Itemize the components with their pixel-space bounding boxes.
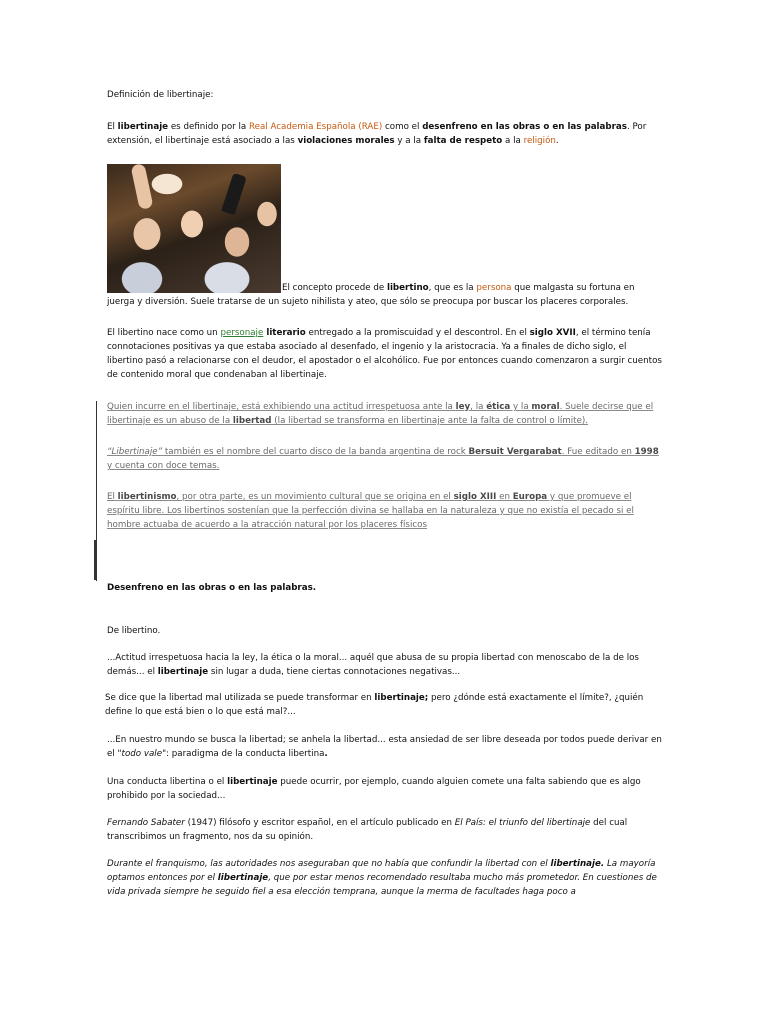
text: sin lugar a duda, tiene ciertas connotaciones negativas... <box>208 667 461 677</box>
bold-term: desenfreno en las obras o en las palabras <box>422 122 627 132</box>
heading-text: Definición de libertinaje: <box>107 90 214 100</box>
bold-term: Bersuit Vergarabat <box>468 447 562 457</box>
bold-term: siglo XIII <box>453 492 497 502</box>
revision-bar <box>96 401 97 581</box>
text: Quien incurre en el libertinaje, está exhibiendo una actitud irrespetuosa ante la <box>107 402 456 412</box>
text: . Fue editado en <box>561 447 635 457</box>
bold-term: literario <box>263 328 306 338</box>
link-rae[interactable]: Real Academia Española (RAE) <box>248 122 383 132</box>
text: ...Actitud irrespetuosa hacia la ley, la ética o la moral... aquél que abusa de su propia libertad con menoscabo de la de los demás... el <box>107 653 639 677</box>
text: De libertino. <box>107 626 161 636</box>
paragraph-conduct <box>107 775 663 803</box>
paragraph-todo-vale <box>107 733 663 761</box>
bold-term: libertinaje. <box>550 859 605 869</box>
text: y a la <box>394 136 424 146</box>
italic-text: El País: el triunfo del libertinaje <box>454 818 591 828</box>
photo-arm-shape <box>130 164 153 210</box>
bold-term: ética <box>486 402 511 412</box>
text: ": paradigma de la conducta libertina <box>162 749 325 759</box>
text: , que es la <box>428 283 477 293</box>
paragraph-freedom <box>105 691 661 719</box>
text: , la <box>470 402 487 412</box>
section-heading <box>107 581 663 595</box>
text: El <box>107 122 118 132</box>
italic-text: Durante el franquismo, las autoridades nos aseguraban que no había que confundir la libertad con el <box>107 859 551 869</box>
text: . <box>555 136 559 146</box>
link-persona[interactable]: persona <box>476 283 512 293</box>
text: del cual transcribimos un fragmento, nos da su opinión. <box>107 818 628 842</box>
bold-term: siglo XVII <box>529 328 576 338</box>
text: (la libertad se transforma en libertinaje ante la falta de control o límite). <box>271 416 589 426</box>
bold-term: Europa <box>512 492 548 502</box>
text: y que promueve el espíritu libre. Los libertinos sostenían que la perfección divina se hallaba en la naturaleza y que no existía el pecado si el hombre actuaba de acuerdo a la atracción natural por los placeres físicos <box>107 492 634 530</box>
italic-text: , que por estar menos recomendado resultaba mucho más prometedor. En cuestiones de vida privada siempre he seguido fiel a esa elección temprana, aunque la merma de facultades haga poco a <box>107 873 657 897</box>
text: El concepto procede de <box>282 283 387 293</box>
italic-text: La mayoría optamos entonces por el <box>107 859 656 883</box>
page-heading <box>107 88 663 102</box>
party-photo <box>107 164 281 293</box>
text: El libertino nace como un <box>107 328 221 338</box>
paragraph-sabater <box>107 816 663 844</box>
bold-term: libertinaje <box>157 667 209 677</box>
paragraph-origin <box>107 281 663 309</box>
bold-term: libertinaje <box>227 777 278 787</box>
photo-bottle-shape <box>221 173 247 215</box>
link-personaje[interactable]: personaje <box>220 328 264 338</box>
paragraph-attitude <box>107 651 663 679</box>
text: , por otra parte, es un movimiento cultural que se origina en el <box>176 492 454 502</box>
italic-text: “Libertinaje” <box>107 447 163 457</box>
text: también es el nombre del cuarto disco de la banda argentina de rock <box>162 447 469 457</box>
bold-term: libertinaje; <box>374 693 429 703</box>
text: es definido por la <box>168 122 249 132</box>
paragraph-de-libertino <box>107 624 663 638</box>
bold-term: libertinaje <box>217 873 269 883</box>
text: , el término tenía connotaciones positivas ya que estaba asociado al desenfado, el ingenio y la aristocracia. Ya a finales de dicho siglo, el libertino pasó a relacionarse con el deudor, el apostador o el alcohólico. Fue por entonces cuando comenzaron a surgir cuentos de contenido moral que condenaban al libertinaje. <box>107 328 662 380</box>
italic-text: Fernando Sabater <box>107 818 185 828</box>
text: pero ¿dónde está exactamente el límite?, ¿quién define lo que está bien o lo que está mal?... <box>105 693 644 717</box>
text: ...En nuestro mundo se busca la libertad; se anhela la libertad... esta ansiedad de ser libre deseada por todos puede derivar en el " <box>107 735 662 759</box>
text: puede ocurrir, por ejemplo, cuando alguien comete una falta sabiendo que es algo prohibido por la sociedad... <box>107 777 641 801</box>
bold-term: libertad <box>232 416 272 426</box>
text: . Suele decirse que el libertinaje es un abuso de la <box>107 402 654 426</box>
section-heading-text: Desenfreno en las obras o en las palabras. <box>107 583 317 593</box>
text: a la <box>502 136 524 146</box>
bold-term: . <box>324 749 328 759</box>
text: (1947) filósofo y escritor español, en el artículo publicado en <box>184 818 455 828</box>
bold-term: moral <box>531 402 560 412</box>
text: entregado a la promiscuidad y el descontrol. En el <box>305 328 530 338</box>
link-religion[interactable]: religión <box>523 136 556 146</box>
text: El <box>107 492 118 502</box>
italic-text: todo vale <box>121 749 163 759</box>
bold-term: falta de respeto <box>423 136 503 146</box>
text: y la <box>510 402 532 412</box>
bold-term: ley <box>455 402 471 412</box>
text: Una conducta libertina o el <box>107 777 228 787</box>
bold-term: libertino <box>386 283 429 293</box>
bold-term: violaciones morales <box>297 136 395 146</box>
text: en <box>496 492 513 502</box>
bold-term: libertinismo <box>117 492 177 502</box>
paragraph-history <box>107 326 663 382</box>
paragraph-attitude-revision <box>107 400 663 428</box>
text: que malgasta su fortuna en juerga y diversión. Suele tratarse de un sujeto nihilista y ateo, que sólo se preocupa por buscar los placeres corporales. <box>107 283 635 307</box>
paragraph-album-revision <box>107 445 663 473</box>
paragraph-quote <box>107 857 663 899</box>
text: y cuenta con doce temas. <box>107 461 220 471</box>
text: Se dice que la libertad mal utilizada se puede transformar en <box>105 693 375 703</box>
revision-bar-mark <box>94 540 96 580</box>
paragraph-definition <box>107 120 663 148</box>
bold-term: 1998 <box>634 447 659 457</box>
text: . Por extensión, el libertinaje está asociado a las <box>107 122 647 146</box>
paragraph-libertinism-revision <box>107 490 663 532</box>
text: como el <box>382 122 423 132</box>
bold-term: libertinaje <box>117 122 169 132</box>
